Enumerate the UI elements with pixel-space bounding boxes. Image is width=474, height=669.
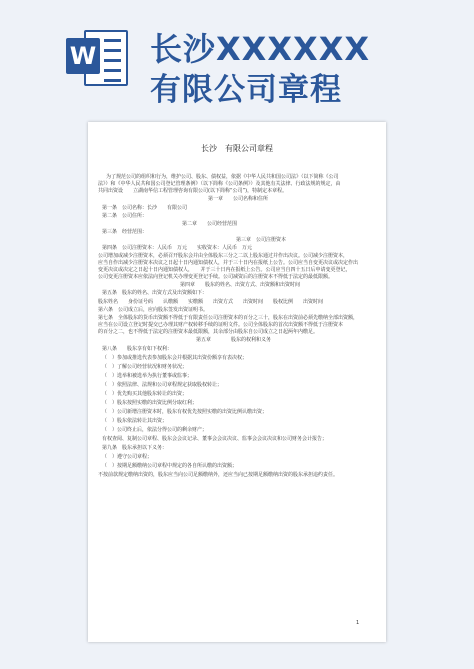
document-line: 第七条 全体股东的货币出资额不得低于有限责任公司注册资本的百分之三十，股东在出资前必须先缴纳全部出资额， [98, 315, 359, 321]
document-line: 的百分之二，也不得低于法定的注册资本最低限额，其余部分由股东自公司成立之日起两年内缴足。 [98, 329, 319, 335]
word-document-icon [66, 28, 126, 84]
document-line: 第二章 公司经营范围 [182, 221, 238, 227]
document-line: 股东姓名 身份证号码 认缴额 实缴额 出资方式 出资时间 股权比例 出资时间 [98, 299, 324, 305]
document-line: （ ）股东按照实缴的出资比例分取红利； [102, 400, 198, 406]
document-line: （ ）股东依法转让其出资； [102, 418, 168, 424]
document-line: 第八条 股东享有如下权利： [102, 346, 173, 352]
document-line: （ ）遵守公司章程； [102, 454, 153, 460]
document-line: （ ）了解公司经营状况和财务状况； [102, 364, 188, 370]
document-line: 第二条 公司住所： [102, 213, 148, 219]
document-line: 不按前款规定缴纳出资的，股东应当向公司足额缴纳外，还应当向已按期足额缴纳出资的股东承担违约责任。 [98, 472, 339, 478]
document-line: 第九条 股东承担以下义务： [102, 445, 168, 451]
document-line: 有权查阅、复制公司章程、股东会会议记录、董事会会议决议、监事会会议决议和公司财务会计报告； [102, 436, 328, 442]
document-line: 法》）和《中华人民共和国公司登记管理条例》（以下简称《公司条例》）及其他有关法律、行政法规的规定，由 [98, 181, 341, 187]
document-line: （ ）优先购买其他股东转让的出资； [102, 391, 188, 397]
document-line: 公司增加或减少注册资本，必须召开股东会并由全体股东三分之二以上股东通过并作出决议。公司减少注册资本， [98, 253, 349, 259]
document-line: 应当在公司设立登记时提交已办理其财产权转移手续的证明文件。公司全体股东的首次出资额不得低于注册资本 [98, 322, 344, 328]
banner-title-line2: 有限公司章程 [150, 72, 342, 108]
document-line: 第三条 经营范围： [102, 229, 148, 235]
word-badge: W [66, 38, 100, 74]
document-line: 应当自作出减少注册资本决议之日起十日内通知债权人，并于三十日内在报纸上公告。公司应当自变更决议或决定作出 [98, 260, 359, 266]
document-page [88, 122, 386, 642]
document-line: 第五条 股东的姓名、出资方式及出资额如下： [102, 290, 208, 296]
document-line: 为了规范公司的组织和行为，维护公司、股东、债权益，依据《中华人民共和国公司法》（以下简称《公司 [106, 174, 339, 180]
document-line: 变更决议或决定之日起十日内通知债权人， 并于三十日内在报纸上公告。公司应当自四十五日后申请变更登记， [98, 267, 351, 273]
document-line: （ ）参加或推选代表参加股东会并根据其出资份额享有表决权； [102, 355, 248, 361]
document-title: 长沙 有限公司章程 [201, 144, 273, 153]
document-line: 第四章 股东的姓名、出资方式、出资额和出资时间 [180, 282, 301, 288]
document-line: （ ）公司新增注册资本时，股东有权优先按照实缴的出资比例认缴出资； [102, 409, 268, 415]
document-line: （ ）公司终止后，依法分得公司的剩余财产； [102, 427, 208, 433]
document-line: 第一章 公司名称和住所 [208, 196, 269, 202]
page-number: 1 [356, 620, 360, 626]
document-line: 第六条 公司成立后，应向股东签发出资证明书。 [98, 307, 209, 313]
document-line: 第一条 公司名称：长沙 有限公司 [102, 205, 188, 211]
document-line: 第三章 公司注册资本 [236, 237, 287, 243]
document-line: （ ）依照法律、法规和公司章程规定获取股权转让； [102, 382, 223, 388]
document-line: （ ）选举和被选举为执行董事或监事； [102, 373, 193, 379]
banner-title-line1: 长沙XXXXXX [150, 30, 371, 68]
document-line: 第五章 股东的权利和义务 [196, 337, 272, 343]
banner [0, 0, 474, 112]
document-line: 共同出资设 立湖南华信工程管理咨询有限公司(以下简称“公司”)，特制定本章程。 [98, 188, 288, 194]
document-line: 公司变更注册资本应依法向登记机关办理变更登记手续。公司减资后的注册资本不得低于法定的最低限额。 [98, 274, 334, 280]
document-line: （ ）按期足额缴纳公司章程中规定的各自所认缴的出资额； [102, 463, 238, 469]
document-line: 第四条 公司注册资本：人民币 万元 实收资本：人民币 万元 [102, 245, 253, 251]
